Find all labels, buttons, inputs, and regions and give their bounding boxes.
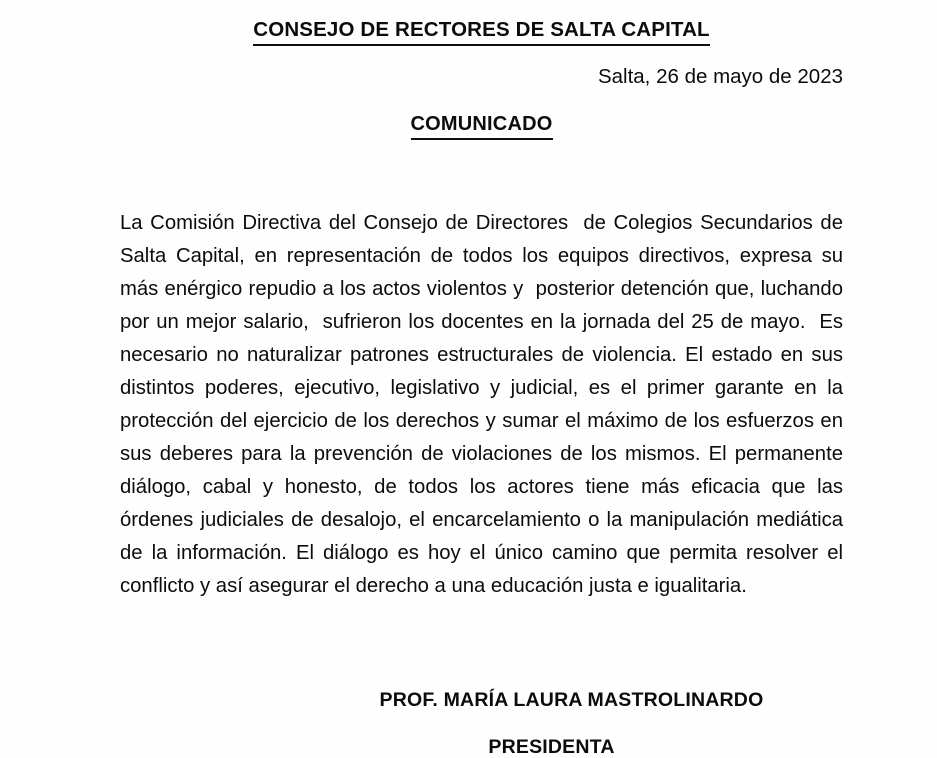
document-body-paragraph: La Comisión Directiva del Consejo de Directores de Colegios Secundarios de Salta Capital, en representación de todos los equipos directivos, expresa su más enérgico repudio a los actos violentos y posterior detención que, luchando por un mejor salario, sufrieron los docentes en la jornada del 25 de mayo. Es necesario no naturalizar patrones estructurales de violencia. El estado en sus distintos poderes, ejecutivo, legislativo y judicial, es el primer garante en la protección del ejercicio de los derechos y sumar el máximo de los esfuerzos en sus deberes para la prevención de violaciones de los mismos. El permanente diálogo, cabal y honesto, de todos los actores tiene más eficacia que las órdenes judiciales de desalojo, el encarcelamiento o la manipulación mediática de la información. El diálogo es hoy el único camino que permita resolver el conflicto y así asegurar el derecho a una educación justa e igualitaria. [120, 212, 849, 597]
document-title-text: CONSEJO DE RECTORES DE SALTA CAPITAL [253, 17, 709, 46]
document-date: Salta, 26 de mayo de 2023 [597, 65, 843, 88]
document-title [120, 17, 843, 46]
document-subject-heading [120, 112, 843, 140]
signature-name: PROF. MARÍA LAURA MASTROLINARDO [379, 689, 764, 711]
signature-role: PRESIDENTA [488, 736, 615, 758]
document-subject-heading-text: COMUNICADO [411, 112, 553, 140]
